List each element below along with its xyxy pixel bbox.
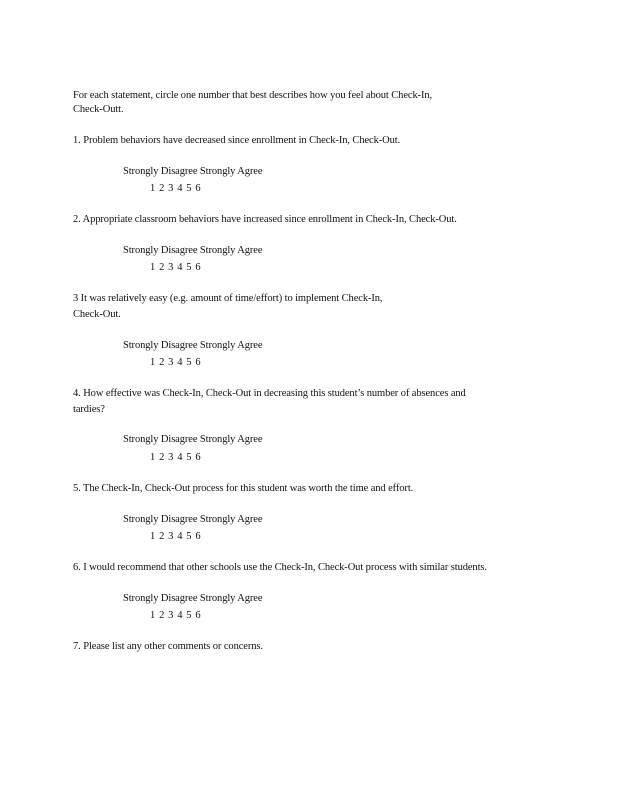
- question-7-text: 7. Please list any other comments or concerns.: [73, 641, 263, 652]
- question-1-text: 1. Problem behaviors have decreased since enrollment in Check-In, Check-Out.: [73, 135, 401, 146]
- question-1-scale-labels: Strongly Disagree Strongly Agree: [123, 166, 263, 177]
- question-1-scale-numbers[interactable]: 1 2 3 4 5 6: [150, 183, 202, 194]
- question-2-text: 2. Appropriate classroom behaviors have increased since enrollment in Check-In, Check-Out.: [73, 214, 457, 225]
- question-3-text: 3 It was relatively easy (e.g. amount of time/effort) to implement Check-In,: [73, 293, 383, 304]
- question-3-scale-numbers[interactable]: 1 2 3 4 5 6: [150, 357, 202, 368]
- question-3-scale-labels: Strongly Disagree Strongly Agree: [123, 340, 263, 351]
- question-4-text: 4. How effective was Check-In, Check-Out in decreasing this student’s number of absences and: [73, 388, 466, 399]
- question-6-scale-numbers[interactable]: 1 2 3 4 5 6: [150, 610, 202, 621]
- question-4-scale-labels: Strongly Disagree Strongly Agree: [123, 434, 263, 445]
- question-3-text-line-2: Check-Out.: [73, 309, 121, 320]
- question-2-scale-labels: Strongly Disagree Strongly Agree: [123, 245, 263, 256]
- intro-line-1: For each statement, circle one number that best describes how you feel about Check-In,: [73, 90, 433, 101]
- question-6-scale-labels: Strongly Disagree Strongly Agree: [123, 593, 263, 604]
- question-5-scale-labels: Strongly Disagree Strongly Agree: [123, 514, 263, 525]
- question-2-scale-numbers[interactable]: 1 2 3 4 5 6: [150, 262, 202, 273]
- question-6-text: 6. I would recommend that other schools use the Check-In, Check-Out process with similar students.: [73, 562, 487, 573]
- question-5-text: 5. The Check-In, Check-Out process for this student was worth the time and effort.: [73, 483, 414, 494]
- question-4-scale-numbers[interactable]: 1 2 3 4 5 6: [150, 452, 202, 463]
- question-4-text-line-2: tardies?: [73, 404, 105, 415]
- intro-line-2: Check-Outt.: [73, 104, 124, 115]
- question-5-scale-numbers[interactable]: 1 2 3 4 5 6: [150, 531, 202, 542]
